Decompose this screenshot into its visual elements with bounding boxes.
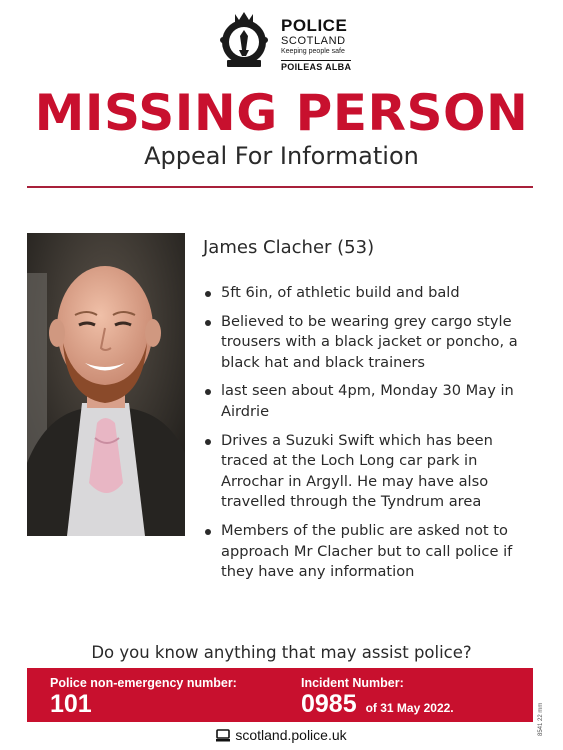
non-emergency-number: 101 — [50, 690, 92, 718]
logo-tagline: Keeping people safe — [281, 48, 345, 55]
list-item: Drives a Suzuki Swift which has been traced at the Loch Long car park in Arrochar in Argyll. He may have also travelled through the Tyndrum area — [203, 431, 533, 513]
person-name: James Clacher (53) — [203, 237, 375, 258]
logo-gaelic: POILEAS ALBA — [281, 62, 352, 72]
thistle-crest-icon — [213, 6, 275, 70]
list-item: Members of the public are asked not to approach Mr Clacher but to call police if they have any information — [203, 521, 533, 583]
incident-number-value: 0985 — [301, 690, 357, 718]
non-emergency-label: Police non-emergency number: — [50, 676, 237, 690]
headline: MISSING PERSON — [34, 84, 529, 142]
logo-title: POLICE — [281, 16, 348, 35]
subheadline: Appeal For Information — [144, 142, 419, 170]
list-item: last seen about 4pm, Monday 30 May in Airdrie — [203, 381, 533, 422]
list-item: Believed to be wearing grey cargo style trousers with a black jacket or poncho, a black hat and black trainers — [203, 312, 533, 374]
appeal-question: Do you know anything that may assist police? — [91, 643, 472, 662]
website-link[interactable] — [0, 727, 563, 743]
facts-list — [203, 283, 533, 591]
police-scotland-logo — [213, 6, 363, 70]
incident-number — [301, 690, 454, 719]
website-text[interactable]: scotland.police.uk — [235, 727, 347, 743]
print-code: 8541 22 mm — [538, 702, 544, 736]
incident-date: of 31 May 2022. — [365, 701, 454, 715]
list-item: 5ft 6in, of athletic build and bald — [203, 283, 533, 304]
incident-label: Incident Number: — [301, 676, 404, 690]
contact-banner — [27, 668, 533, 722]
computer-icon — [216, 729, 230, 742]
logo-subtitle: SCOTLAND — [281, 35, 346, 47]
person-photo — [27, 233, 185, 536]
divider — [27, 186, 533, 188]
